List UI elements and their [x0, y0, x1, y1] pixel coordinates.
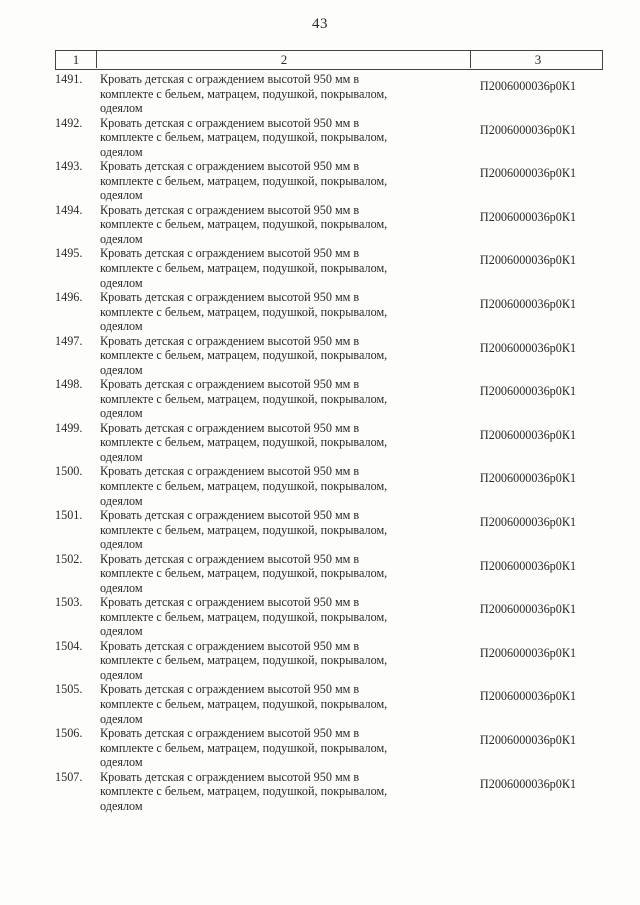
table-row [55, 332, 603, 376]
row-number: 1494. [55, 202, 83, 217]
row-code: П2006000036р0К1 [479, 253, 577, 268]
row-number: 1491. [55, 72, 83, 86]
description-line: комплекте с бельем, матрацем, подушкой, покрывалом, [100, 522, 388, 537]
row-number: 1499. [55, 420, 83, 435]
description-line: комплекте с бельем, матрацем, подушкой, покрывалом, [100, 260, 388, 275]
description-line: комплекте с бельем, матрацем, подушкой, покрывалом, [100, 130, 388, 145]
row-description [100, 508, 440, 552]
description-line: Кровать детская с ограждением высотой 950 мм в [100, 72, 360, 86]
table-row [55, 593, 603, 637]
table-body [55, 70, 603, 811]
row-code: П2006000036р0К1 [479, 340, 577, 355]
description-line: одеялом [100, 537, 143, 552]
description-line: комплекте с бельем, матрацем, подушкой, покрывалом, [100, 609, 388, 624]
table-row [55, 157, 603, 201]
description-line: комплекте с бельем, матрацем, подушкой, покрывалом, [100, 217, 388, 232]
row-code: П2006000036р0К1 [479, 209, 577, 224]
description-line: одеялом [100, 798, 143, 813]
description-line: комплекте с бельем, матрацем, подушкой, покрывалом, [100, 304, 388, 319]
table-row [55, 550, 603, 594]
row-description [100, 334, 440, 378]
row-description [100, 203, 440, 247]
description-line: Кровать детская с ограждением высотой 950 мм в [100, 638, 360, 653]
description-line: Кровать детская с ограждением высотой 950 мм в [100, 464, 360, 479]
row-number: 1497. [55, 333, 83, 348]
column-header-2: 2 [96, 51, 471, 68]
description-line: одеялом [100, 275, 143, 290]
description-line: одеялом [100, 580, 143, 595]
row-code: П2006000036р0К1 [479, 514, 577, 529]
row-description [100, 421, 440, 465]
row-number: 1505. [55, 682, 83, 697]
row-number: 1506. [55, 725, 83, 740]
description-line: одеялом [100, 406, 143, 421]
row-number: 1500. [55, 464, 83, 479]
row-number: 1498. [55, 377, 83, 392]
row-description [100, 290, 440, 334]
row-number: 1495. [55, 246, 83, 261]
description-line: комплекте с бельем, матрацем, подушкой, покрывалом, [100, 86, 388, 101]
row-number: 1501. [55, 507, 83, 522]
row-code: П2006000036р0К1 [479, 776, 577, 791]
description-line: Кровать детская с ограждением высотой 950 мм в [100, 725, 360, 740]
document-table [55, 50, 603, 811]
description-line: Кровать детская с ограждением высотой 950 мм в [100, 595, 360, 610]
description-line: Кровать детская с ограждением высотой 950 мм в [100, 420, 360, 435]
description-line: Кровать детская с ограждением высотой 950 мм в [100, 769, 360, 784]
table-row [55, 506, 603, 550]
description-line: Кровать детская с ограждением высотой 950 мм в [100, 507, 360, 522]
column-header-1: 1 [72, 52, 80, 67]
row-description [100, 552, 440, 596]
row-description [100, 246, 440, 290]
description-line: комплекте с бельем, матрацем, подушкой, покрывалом, [100, 566, 388, 581]
description-line: одеялом [100, 711, 143, 726]
description-line: Кровать детская с ограждением высотой 950 мм в [100, 333, 360, 348]
row-description [100, 464, 440, 508]
description-line: комплекте с бельем, матрацем, подушкой, покрывалом, [100, 740, 388, 755]
table-row [55, 462, 603, 506]
row-description [100, 595, 440, 639]
row-code: П2006000036р0К1 [479, 732, 577, 747]
description-line: Кровать детская с ограждением высотой 950 мм в [100, 682, 360, 697]
row-code: П2006000036р0К1 [479, 122, 577, 137]
description-line: одеялом [100, 231, 143, 246]
description-line: комплекте с бельем, матрацем, подушкой, покрывалом, [100, 173, 388, 188]
description-line: комплекте с бельем, матрацем, подушкой, покрывалом, [100, 784, 388, 799]
row-description [100, 726, 440, 770]
row-code: П2006000036р0К1 [479, 296, 577, 311]
row-number: 1503. [55, 595, 83, 610]
description-line: одеялом [100, 755, 143, 770]
row-code: П2006000036р0К1 [479, 602, 577, 617]
description-line: Кровать детская с ограждением высотой 950 мм в [100, 377, 360, 392]
table-row [55, 201, 603, 245]
description-line: Кровать детская с ограждением высотой 950 мм в [100, 159, 360, 174]
row-description [100, 159, 440, 203]
description-line: комплекте с бельем, матрацем, подушкой, покрывалом, [100, 435, 388, 450]
table-row [55, 244, 603, 288]
row-description [100, 639, 440, 683]
row-code: П2006000036р0К1 [479, 384, 577, 399]
description-line: одеялом [100, 667, 143, 682]
description-line: одеялом [100, 362, 143, 377]
column-header-3: 3 [470, 51, 605, 68]
table-row [55, 724, 603, 768]
table-header-row [55, 50, 603, 70]
description-line: комплекте с бельем, матрацем, подушкой, покрывалом, [100, 653, 388, 668]
row-code: П2006000036р0К1 [479, 689, 577, 704]
row-number: 1493. [55, 159, 83, 174]
description-line: одеялом [100, 449, 143, 464]
row-code: П2006000036р0К1 [479, 79, 577, 93]
table-row [55, 637, 603, 681]
row-code: П2006000036р0К1 [479, 471, 577, 486]
description-line: Кровать детская с ограждением высотой 950 мм в [100, 246, 360, 261]
description-line: одеялом [100, 144, 143, 159]
table-row [55, 114, 603, 158]
table-row [55, 419, 603, 463]
row-number: 1502. [55, 551, 83, 566]
description-line: одеялом [100, 188, 143, 203]
row-description [100, 116, 440, 160]
description-line: одеялом [100, 624, 143, 639]
row-description [100, 72, 440, 116]
page-number: 43 [312, 16, 328, 32]
table-row [55, 70, 603, 114]
description-line: Кровать детская с ограждением высотой 950 мм в [100, 115, 360, 130]
description-line: одеялом [100, 319, 143, 334]
description-line: комплекте с бельем, матрацем, подушкой, покрывалом, [100, 478, 388, 493]
row-description [100, 770, 440, 814]
row-number: 1492. [55, 115, 83, 130]
row-description [100, 682, 440, 726]
row-number: 1507. [55, 769, 83, 784]
row-code: П2006000036р0К1 [479, 166, 577, 181]
row-description [100, 377, 440, 421]
description-line: Кровать детская с ограждением высотой 950 мм в [100, 202, 360, 217]
row-code: П2006000036р0К1 [479, 645, 577, 660]
row-code: П2006000036р0К1 [479, 427, 577, 442]
table-row [55, 680, 603, 724]
row-code: П2006000036р0К1 [479, 558, 577, 573]
table-row [55, 288, 603, 332]
row-number: 1496. [55, 289, 83, 304]
description-line: Кровать детская с ограждением высотой 950 мм в [100, 551, 360, 566]
row-number: 1504. [55, 638, 83, 653]
description-line: комплекте с бельем, матрацем, подушкой, покрывалом, [100, 696, 388, 711]
description-line: одеялом [100, 493, 143, 508]
table-row [55, 768, 603, 812]
description-line: Кровать детская с ограждением высотой 950 мм в [100, 289, 360, 304]
table-row [55, 375, 603, 419]
description-line: комплекте с бельем, матрацем, подушкой, покрывалом, [100, 348, 388, 363]
description-line: одеялом [100, 101, 143, 116]
description-line: комплекте с бельем, матрацем, подушкой, покрывалом, [100, 391, 388, 406]
